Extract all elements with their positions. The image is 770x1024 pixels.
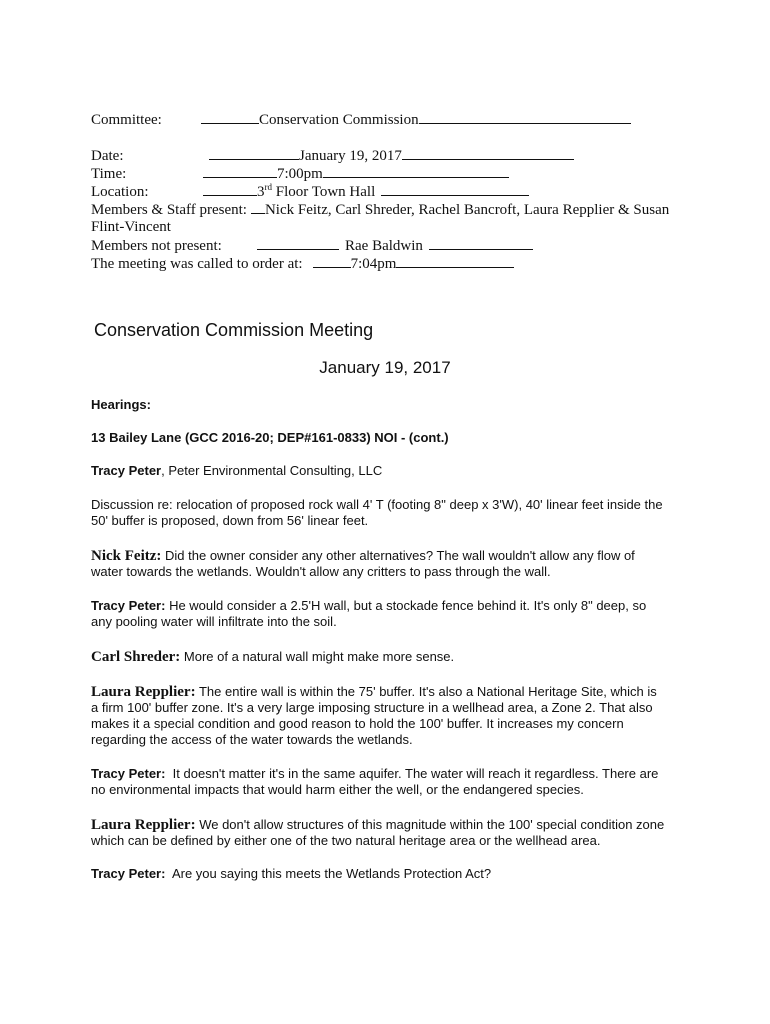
location-value: Floor Town Hall <box>272 184 376 200</box>
meeting-date: January 19, 2017 <box>319 358 451 377</box>
time-label: Time: <box>91 166 127 182</box>
members-present-line <box>91 200 691 219</box>
location-line <box>91 182 691 201</box>
hearings-heading: Hearings: <box>91 397 151 412</box>
applicant-name: Tracy Peter <box>91 463 162 478</box>
members-present-value: Nick Feitz, Carl Shreder, Rachel Bancroft, Laura Repplier & Susan <box>264 202 670 218</box>
meeting-title: Conservation Commission Meeting <box>94 320 374 340</box>
time-line <box>91 164 691 183</box>
committee-label: Committee: <box>91 112 162 128</box>
committee-value: Conservation Commission <box>259 112 419 128</box>
date-line <box>91 146 691 165</box>
time-value: 7:00pm <box>277 166 323 182</box>
exchange-item: Nick Feitz: Did the owner consider any other alternatives? The wall wouldn't allow any flow of water towards the wetlands. Wouldn't allow any critters to pass through the wall. <box>91 548 635 579</box>
exchange-item: Laura Repplier: We don't allow structures of this magnitude within the 100' special condition zone which can be defined by either one of the two natural heritage area or the wellhead area. <box>91 817 665 848</box>
speaker-name: Tracy Peter: <box>91 866 166 881</box>
hearing-title: 13 Bailey Lane (GCC 2016-20; DEP#161-0833) NOI - (cont.) <box>91 430 449 445</box>
exchange-item: Tracy Peter: He would consider a 2.5'H wall, but a stockade fence behind it. It's only 8" deep, so any pooling water will infiltrate into the soil. <box>91 598 647 629</box>
speaker-name: Laura Repplier: <box>91 684 196 700</box>
speaker-name: Carl Shreder: <box>91 649 181 665</box>
applicant-firm: , Peter Environmental Consulting, LLC <box>161 463 383 478</box>
date-value: January 19, 2017 <box>299 148 402 164</box>
location-ordinal: 3 <box>257 184 265 200</box>
date-label: Date: <box>91 148 124 164</box>
members-absent-line <box>91 236 691 255</box>
location-label: Location: <box>91 184 149 200</box>
exchange-item: Tracy Peter: Are you saying this meets the Wetlands Protection Act? <box>91 866 492 881</box>
exchange-item: Laura Repplier: The entire wall is within the 75' buffer. It's also a National Heritage Site, which is a firm 100' buffer zone. It's a very large imposing structure in a wellhead area, a Zone 2. That also makes it a special condition and good reason to hold the 100' buffer. It increases my concern regarding the access of the water towards the wetlands. <box>91 684 657 747</box>
exchange-item: Tracy Peter: It doesn't matter it's in the same aquifer. The water will reach it regardless. There are no environmental impacts that would harm either the well, or the endangered species. <box>91 766 659 797</box>
speaker-name: Nick Feitz: <box>91 548 162 564</box>
speaker-name: Laura Repplier: <box>91 817 196 833</box>
members-absent-label: Members not present: <box>91 238 222 254</box>
members-absent-value: Rae Baldwin <box>345 238 423 254</box>
call-to-order-label: The meeting was called to order at: <box>91 256 303 272</box>
speaker-name: Tracy Peter: <box>91 598 166 613</box>
exchange-item: Carl Shreder: More of a natural wall might make more sense. <box>91 649 455 665</box>
call-to-order-line <box>91 254 691 273</box>
call-to-order-value: 7:04pm <box>350 256 397 272</box>
speaker-name: Tracy Peter: <box>91 766 166 781</box>
members-present-continued: Flint-Vincent <box>91 219 171 235</box>
discussion-paragraph: Discussion re: relocation of proposed rock wall 4' T (footing 8" deep x 3'W), 40' linear feet inside the 50' buffer is proposed, down from 56' linear feet. <box>91 497 663 528</box>
location-superscript: rd <box>264 182 272 192</box>
applicant-line <box>91 463 681 479</box>
members-present-label: Members & Staff present: <box>91 202 247 218</box>
committee-line <box>91 110 691 129</box>
